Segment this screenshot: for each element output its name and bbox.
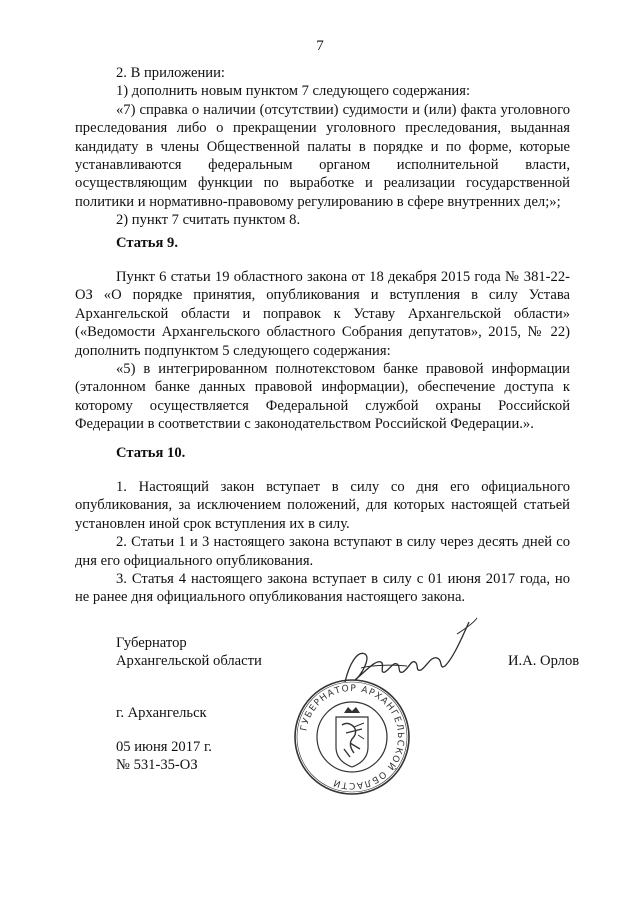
appendix-section xyxy=(75,64,570,230)
article-10 xyxy=(75,444,570,462)
article-heading: Статья 10. xyxy=(116,445,186,461)
article-paragraph: 1. Настоящий закон вступает в силу со дня его официального опубликования, за исключением положений, для которых настоящей статьей установлен иной срок вступления их в силу. xyxy=(75,479,570,532)
signer-name: И.А. Орлов xyxy=(508,653,580,669)
law-number: № 531-35-ОЗ xyxy=(116,757,198,773)
article-heading: Статья 9. xyxy=(116,235,178,251)
article-paragraph: 2. Статьи 1 и 3 настоящего закона вступают в силу через десять дней со дня его официального опубликования. xyxy=(75,534,570,569)
appendix-paragraph: 2. В приложении: xyxy=(116,65,225,81)
article-9 xyxy=(75,234,570,252)
svg-text:ГУБЕРНАТОР АРХАНГЕЛЬСКОЙ ОБЛАС xyxy=(299,684,405,790)
page-number: 7 xyxy=(316,38,324,54)
signer-title-line1: Губернатор xyxy=(116,635,187,651)
seal-text: ГУБЕРНАТОР АРХАНГЕЛЬСКОЙ ОБЛАСТИ xyxy=(299,683,406,791)
official-seal-stamp xyxy=(292,677,412,797)
article-paragraph: 3. Статья 4 настоящего закона вступает в силу с 01 июня 2017 года, но не ранее дня официального опубликования настоящего закона. xyxy=(75,571,570,606)
signer-title-line2: Архангельской области xyxy=(116,653,262,669)
law-date: 05 июня 2017 г. xyxy=(116,739,212,755)
appendix-paragraph: 1) дополнить новым пунктом 7 следующего содержания: xyxy=(116,83,471,100)
city: г. Архангельск xyxy=(116,705,207,721)
appendix-paragraph: «7) справка о наличии (отсутствии) судимости и (или) факта уголовного преследования либо о прекращении уголовного преследования, выданная кандидату в члены Общественной палаты в порядке и по форме, которые устанавливаются федеральным органом исполнительной власти, осуществляющим функции по выработке и реализации государственной политики и нормативно-правовому регулированию в сфере внутренних дел;»; xyxy=(75,101,570,210)
article-paragraph: Пункт 6 статьи 19 областного закона от 18 декабря 2015 года № 381-22-ОЗ «О порядке принятия, опубликования и вступления в силу Устава Архангельской области и поправок к Уставу Архангельской области» («Ведомости Архангельского областного Собрания депутатов», 2015, № 22) дополнить подпунктом 5 следующего содержания: xyxy=(75,269,570,359)
handwritten-signature xyxy=(327,610,487,690)
article-paragraph: «5) в интегрированном полнотекстовом банке правовой информации (эталонном банке данных правовой информации), обеспечение доступа к которому осуществляется Федеральной службой охраны Российской Федерации в соответствии с законодательством Российской Федерации.». xyxy=(75,361,570,433)
article-10-body xyxy=(75,478,570,607)
article-9-body xyxy=(75,268,570,434)
appendix-paragraph: 2) пункт 7 считать пунктом 8. xyxy=(116,212,301,229)
coat-of-arms-icon xyxy=(336,707,368,767)
